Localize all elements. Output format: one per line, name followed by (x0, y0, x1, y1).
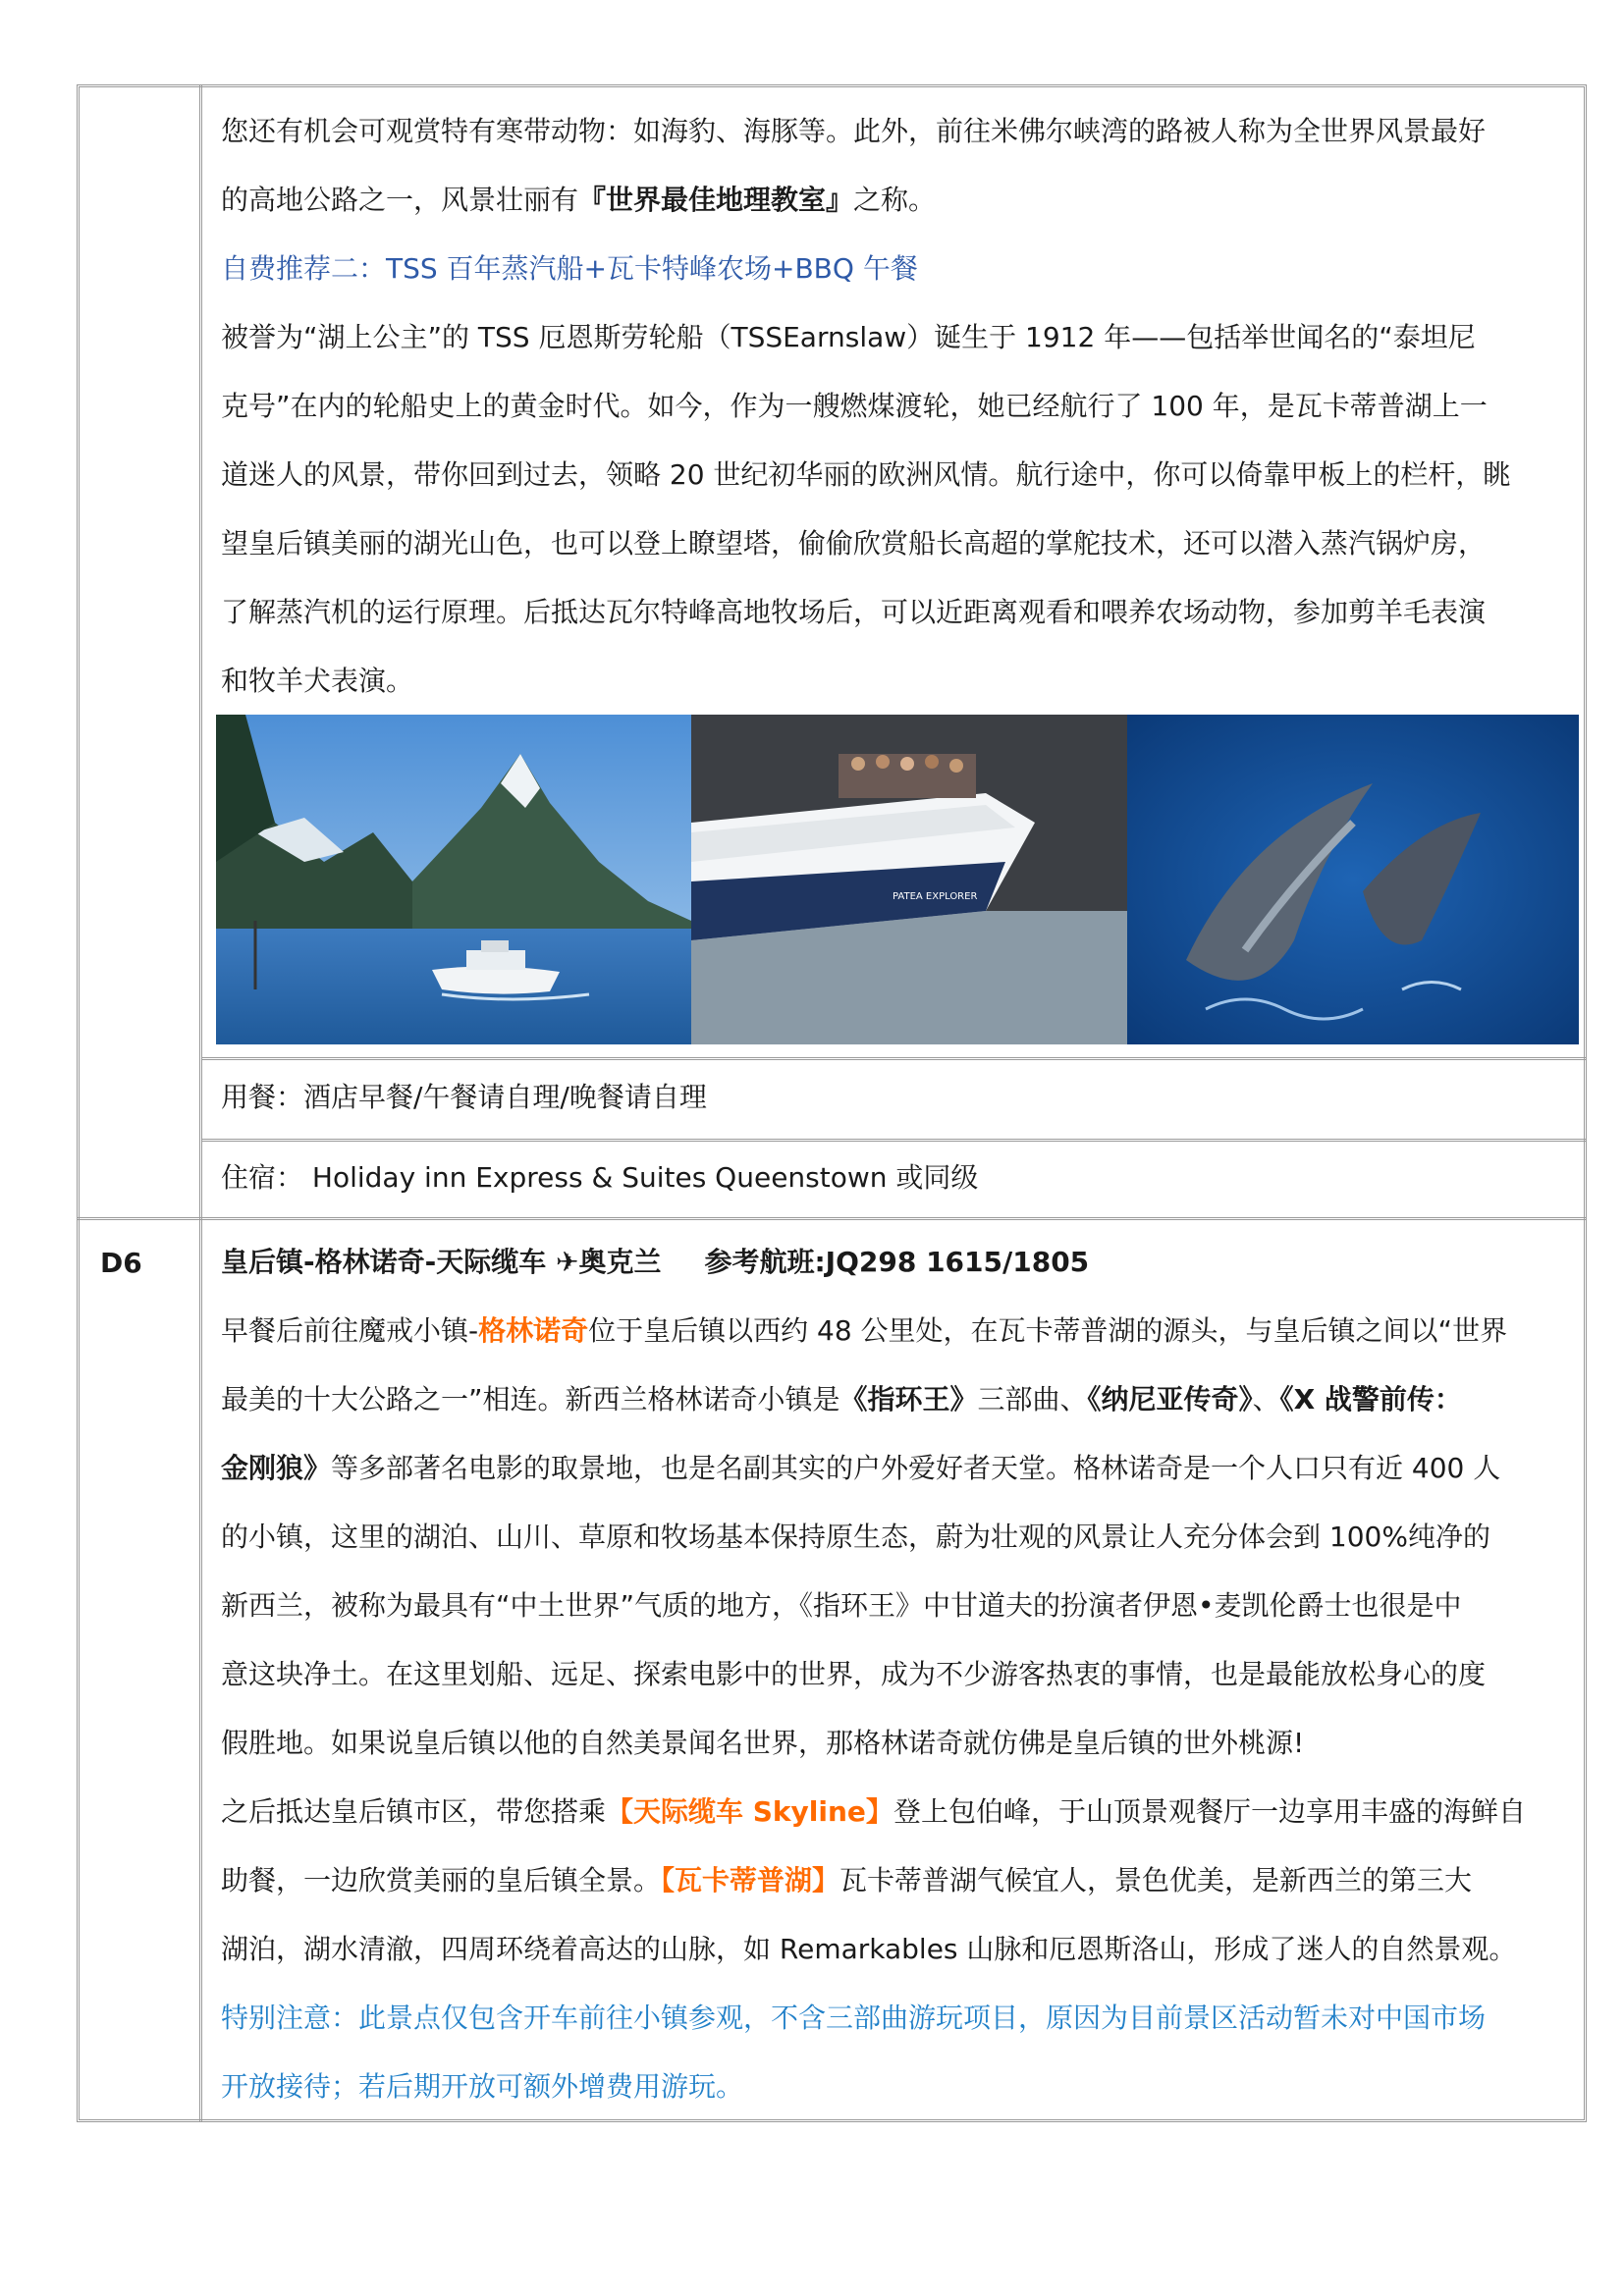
row-divider-d6 (77, 1217, 1587, 1220)
paragraph-line: 的高地公路之一，风景壮丽有『世界最佳地理教室』之称。 (221, 184, 937, 216)
paragraph-line: 意这块净土。在这里划船、远足、探索电影中的世界，成为不少游客热衷的事情，也是最能放松身心的度 (221, 1658, 1487, 1690)
paragraph-line: 和牧羊犬表演。 (221, 665, 414, 697)
paragraph-line: 湖泊，湖水清澈，四周环绕着高达的山脉，如 Remarkables 山脉和厄恩斯洛山，形成了迷人的自然景观。 (221, 1933, 1517, 1965)
special-note: 开放接待；若后期开放可额外增费用游玩。 (221, 2070, 744, 2103)
dolphin-photo (1127, 715, 1579, 1044)
paragraph-line: 之后抵达皇后镇市区，带您搭乘【天际缆车 Skyline】登上包伯峰，于山顶景观餐厅一边享用丰盛的海鲜自 (221, 1795, 1526, 1828)
highlight-text: 【瓦卡蒂普湖】 (661, 1864, 840, 1896)
paragraph-line: 的小镇，这里的湖泊、山川、草原和牧场基本保持原生态，蔚为壮观的风景让人充分体会到 100%纯净的 (221, 1521, 1490, 1553)
paragraph-line: 新西兰，被称为最具有“中土世界”气质的地方，《指环王》中甘道夫的扮演者伊恩•麦凯伦爵士也很是中 (221, 1589, 1462, 1622)
paragraph-line: 被誉为“湖上公主”的 TSS 厄恩斯劳轮船（TSSEarnslaw）诞生于 1912 年——包括举世闻名的“泰坦尼 (221, 321, 1476, 353)
optional-recommendation-heading: 自费推荐二：TSS 百年蒸汽船+瓦卡特峰农场+BBQ 午餐 (221, 252, 918, 285)
highlight-text: 【天际缆车 Skyline】 (606, 1795, 893, 1828)
highlight-text: 格林诺奇 (478, 1314, 589, 1347)
column-divider (199, 84, 202, 2122)
accommodation-info: 住宿： Holiday inn Express & Suites Queenstown 或同级 (221, 1161, 979, 1194)
paragraph-line: 了解蒸汽机的运行原理。后抵达瓦尔特峰高地牧场后，可以近距离观看和喂养农场动物，参加剪羊毛表演 (221, 596, 1487, 628)
paragraph-line: 您还有机会可观赏特有寒带动物：如海豹、海豚等。此外，前往米佛尔峡湾的路被人称为全世界风景最好 (221, 115, 1487, 147)
paragraph-line: 假胜地。如果说皇后镇以他的自然美景闻名世界，那格林诺奇就仿佛是皇后镇的世外桃源! (221, 1727, 1305, 1759)
cruise-ship-photo (691, 715, 1127, 1044)
paragraph-line: 克号”在内的轮船史上的黄金时代。如今，作为一艘燃煤渡轮，她已经航行了 100 年，是瓦卡蒂普湖上一 (221, 390, 1488, 422)
ship-name-label: PATEA EXPLORER (893, 891, 978, 902)
day-label: D6 (100, 1247, 142, 1279)
fjord-boat-photo (216, 715, 691, 1044)
paragraph-line: 早餐后前往魔戒小镇-格林诺奇位于皇后镇以西约 48 公里处，在瓦卡蒂普湖的源头，与皇后镇之间以“世界 (221, 1314, 1508, 1347)
paragraph-line: 最美的十大公路之一”相连。新西兰格林诺奇小镇是《指环王》三部曲、《纳尼亚传奇》、《X 战警前传： (221, 1383, 1462, 1415)
paragraph-line: 助餐，一边欣赏美丽的皇后镇全景。【瓦卡蒂普湖】瓦卡蒂普湖气候宜人，景色优美，是新西兰的第三大 (221, 1864, 1473, 1896)
day-title: 皇后镇-格林诺奇-天际缆车 ✈奥克兰 参考航班:JQ298 1615/1805 (221, 1246, 1090, 1278)
meal-info: 用餐：酒店早餐/午餐请自理/晚餐请自理 (221, 1081, 707, 1113)
paragraph-line: 道迷人的风景，带你回到过去，领略 20 世纪初华丽的欧洲风情。航行途中，你可以倚靠甲板上的栏杆，眺 (221, 458, 1511, 491)
paragraph-line: 望皇后镇美丽的湖光山色，也可以登上瞭望塔，偷偷欣赏船长高超的掌舵技术，还可以潜入蒸汽锅炉房， (221, 527, 1487, 560)
row-divider-meal (202, 1057, 1587, 1060)
highlight-text: 『世界最佳地理教室』 (578, 184, 854, 216)
special-note: 特别注意：此景点仅包含开车前往小镇参观，不含三部曲游玩项目，原因为目前景区活动暂未对中国市场 (221, 2002, 1487, 2034)
row-divider-stay (202, 1139, 1587, 1142)
paragraph-line: 金刚狼》等多部著名电影的取景地，也是名副其实的户外爱好者天堂。格林诺奇是一个人口只有近 400 人 (221, 1452, 1501, 1484)
